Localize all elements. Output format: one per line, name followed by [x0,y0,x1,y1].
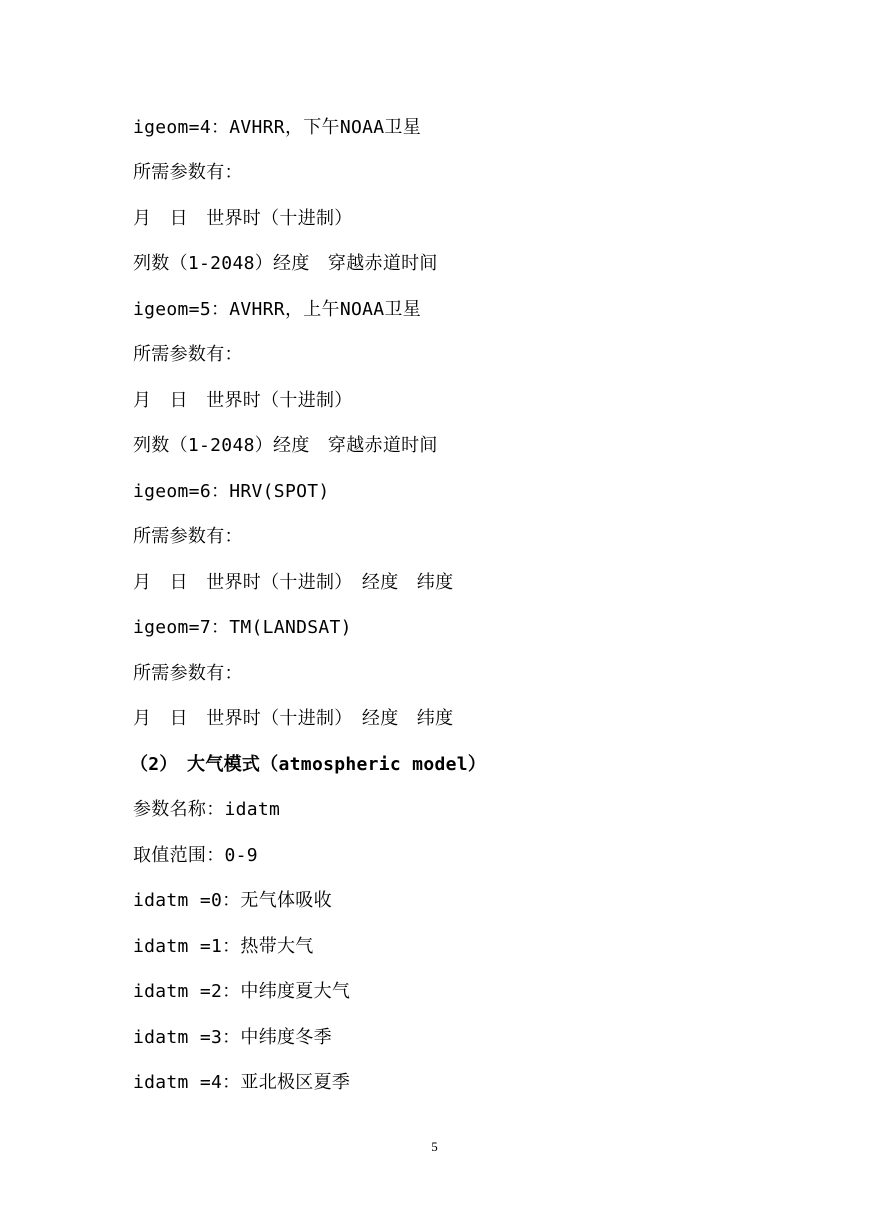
text-line: 月 日 世界时（十进制） 经度 纬度 [133,572,454,593]
text-line: idatm =0：无气体吸收 [133,890,332,911]
text-line: 月 日 世界时（十进制） [133,390,353,411]
text-line: 列数（1-2048）经度 穿越赤道时间 [133,253,438,274]
text-line: 所需参数有： [133,526,243,547]
text-line: 参数名称：idatm [133,799,281,820]
text-line: igeom=5：AVHRR，上午NOAA卫星 [133,299,421,320]
section-heading: （2） 大气模式（atmospheric model） [130,754,487,775]
text-line: idatm =2：中纬度夏大气 [133,981,351,1002]
page-number: 5 [431,1139,438,1154]
text-line: 取值范围：0-9 [133,845,258,866]
text-line: 所需参数有： [133,344,243,365]
text-line: igeom=6：HRV(SPOT) [133,481,330,502]
text-line: idatm =1：热带大气 [133,936,314,957]
text-line: idatm =4：亚北极区夏季 [133,1072,351,1093]
text-line: 所需参数有： [133,162,243,183]
text-line: 列数（1-2048）经度 穿越赤道时间 [133,435,438,456]
text-line: igeom=4：AVHRR，下午NOAA卫星 [133,117,421,138]
text-line: 月 日 世界时（十进制） 经度 纬度 [133,708,454,729]
text-line: 所需参数有： [133,663,243,684]
text-line: idatm =3：中纬度冬季 [133,1027,332,1048]
text-line: igeom=7：TM(LANDSAT) [133,617,352,638]
text-line: 月 日 世界时（十进制） [133,208,353,229]
